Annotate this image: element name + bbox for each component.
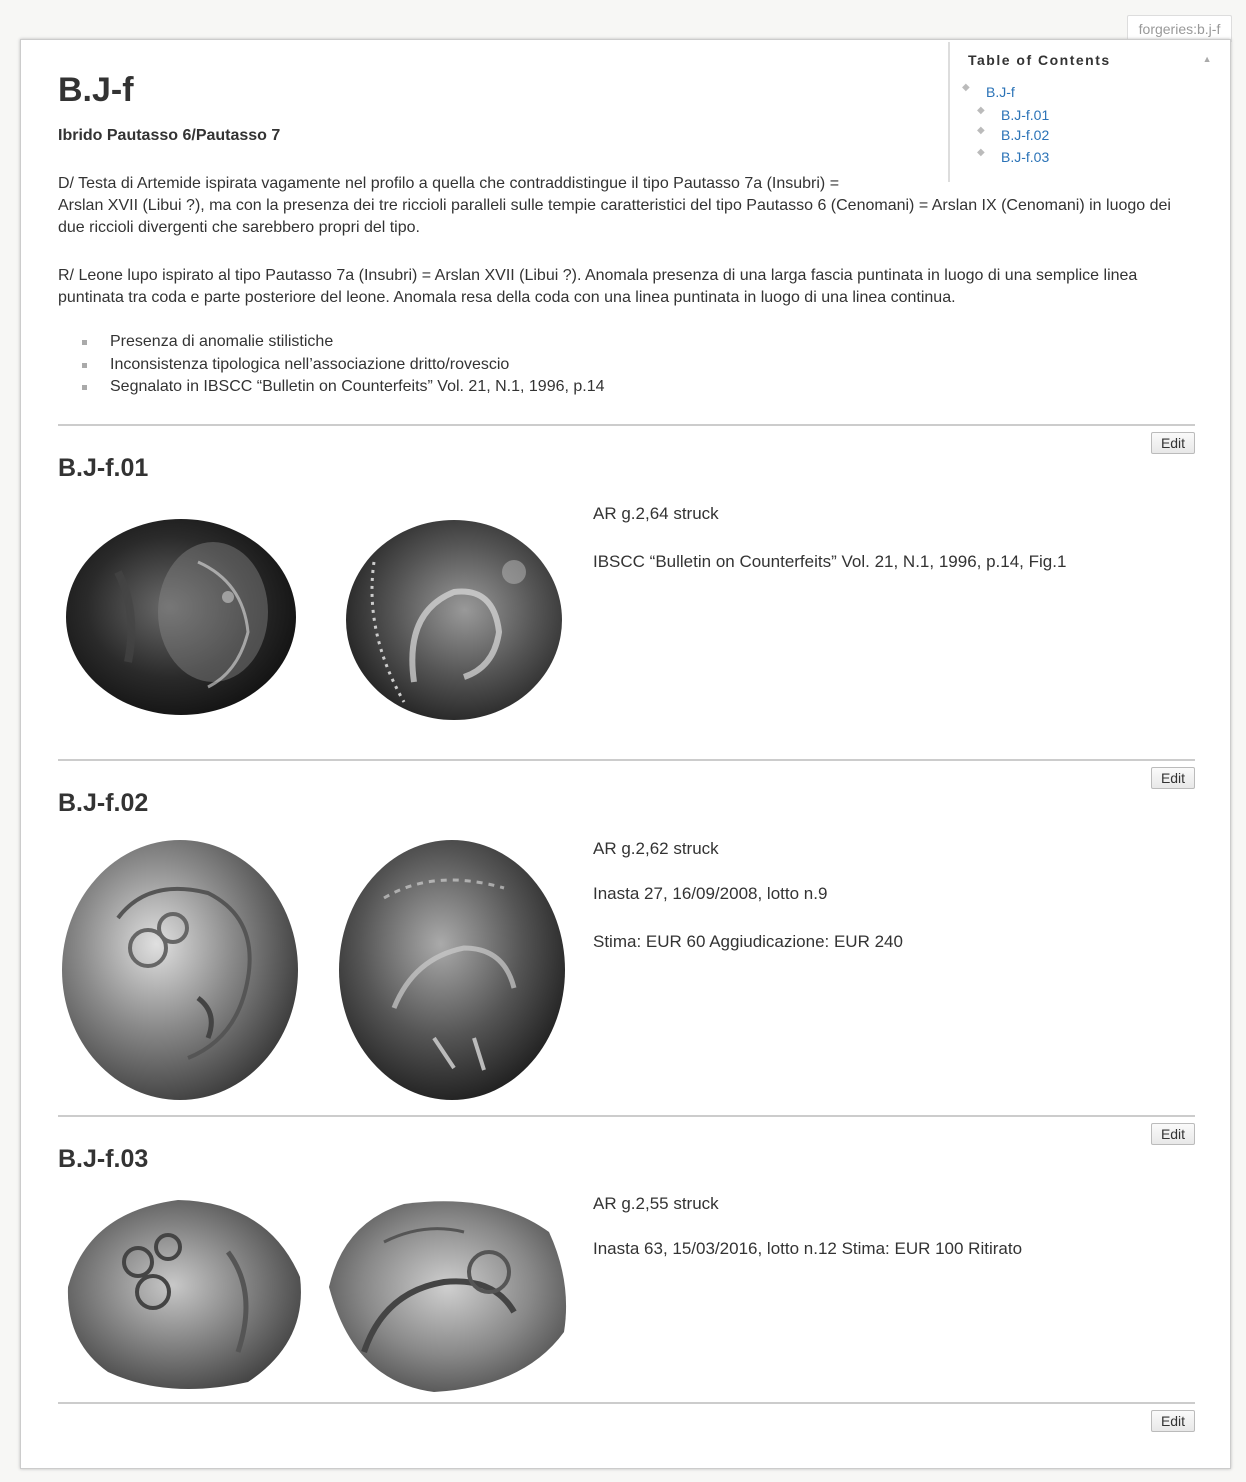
obverse-description — [58, 173, 1198, 239]
section-heading: B.J-f.02 — [58, 789, 149, 817]
list-item: Inconsistenza tipologica nell’associazione dritto/rovescio — [58, 354, 605, 377]
list-item: Presenza di anomalie stilistiche — [58, 331, 605, 354]
coin-obverse-image — [58, 1192, 308, 1397]
section-heading: B.J-f.03 — [58, 1145, 149, 1173]
reverse-description: R/ Leone lupo ispirato al tipo Pautasso 7a (Insubri) = Arslan XVII (Libui ?). Anomala presenza di una larga fascia puntinata in luogo di una semplice linea puntinata tra coda e parte posteriore del leone. Anomala resa della coda con una linea puntinata in luogo di una linea continua. — [58, 267, 1138, 306]
divider — [58, 1115, 1195, 1117]
table-of-contents — [948, 42, 1220, 182]
auction-info: Inasta 63, 15/03/2016, lotto n.12 Stima: EUR 100 Ritirato — [593, 1239, 1023, 1258]
notes-list — [58, 331, 605, 399]
auction-info: Inasta 27, 16/09/2008, lotto n.9 — [593, 884, 828, 903]
page-title: B.J-f — [58, 71, 134, 109]
toc-title: Table of Contents — [968, 52, 1111, 68]
bullet-icon: ◆ — [977, 125, 985, 136]
edit-button[interactable]: Edit — [1151, 1410, 1195, 1432]
bullet-icon: ◆ — [962, 82, 970, 93]
toc-link[interactable]: B.J-f.01 — [1001, 107, 1050, 123]
coin-weight: AR g.2,55 struck — [593, 1194, 719, 1213]
edit-button[interactable]: Edit — [1151, 432, 1195, 454]
toc-item[interactable] — [977, 105, 1050, 123]
coin-reverse-image — [324, 502, 574, 752]
toc-item[interactable] — [977, 125, 1050, 143]
coin-reverse-image — [324, 1192, 574, 1397]
toc-link[interactable]: B.J-f.02 — [1001, 127, 1050, 143]
bullet-icon: ◆ — [977, 147, 985, 158]
toc-item[interactable] — [977, 147, 1050, 165]
coin-reference: IBSCC “Bulletin on Counterfeits” Vol. 21, N.1, 1996, p.14, Fig.1 — [593, 552, 1067, 571]
obverse-first-line: D/ Testa di Artemide ispirata vagamente nel profilo a quella che contraddistingue il tipo Pautasso 7a (Insubri) = — [58, 175, 840, 192]
toc-header[interactable] — [968, 52, 1213, 68]
coin-obverse-image — [58, 502, 308, 752]
edit-button[interactable]: Edit — [1151, 767, 1195, 789]
page-subtitle: Ibrido Pautasso 6/Pautasso 7 — [58, 127, 281, 144]
toc-item[interactable] — [962, 82, 1015, 100]
coin-weight: AR g.2,62 struck — [593, 839, 719, 858]
section-heading: B.J-f.01 — [58, 454, 149, 482]
divider — [58, 1402, 1195, 1404]
wiki-page — [20, 39, 1231, 1469]
bullet-icon: ◆ — [977, 105, 985, 116]
toc-collapse-icon[interactable]: ▲ — [1202, 54, 1213, 64]
page-id-tab[interactable]: forgeries:b.j-f — [1127, 15, 1232, 42]
edit-button[interactable]: Edit — [1151, 1123, 1195, 1145]
divider — [58, 759, 1195, 761]
divider — [58, 424, 1195, 426]
coin-weight: AR g.2,64 struck — [593, 504, 719, 523]
auction-price: Stima: EUR 60 Aggiudicazione: EUR 240 — [593, 932, 903, 951]
coin-obverse-image — [58, 838, 308, 1088]
list-item: Segnalato in IBSCC “Bulletin on Counterfeits” Vol. 21, N.1, 1996, p.14 — [58, 376, 605, 399]
toc-link[interactable]: B.J-f.03 — [1001, 149, 1050, 165]
obverse-rest: Arslan XVII (Libui ?), ma con la presenza dei tre riccioli paralleli sulle tempie caratteristici del tipo Pautasso 6 (Cenomani) = Arslan IX (Cenomani) in luogo dei due riccioli divergenti che sarebbero propri del tipo. — [58, 197, 1171, 236]
toc-link[interactable]: B.J-f — [986, 84, 1015, 100]
coin-reverse-image — [324, 838, 574, 1088]
